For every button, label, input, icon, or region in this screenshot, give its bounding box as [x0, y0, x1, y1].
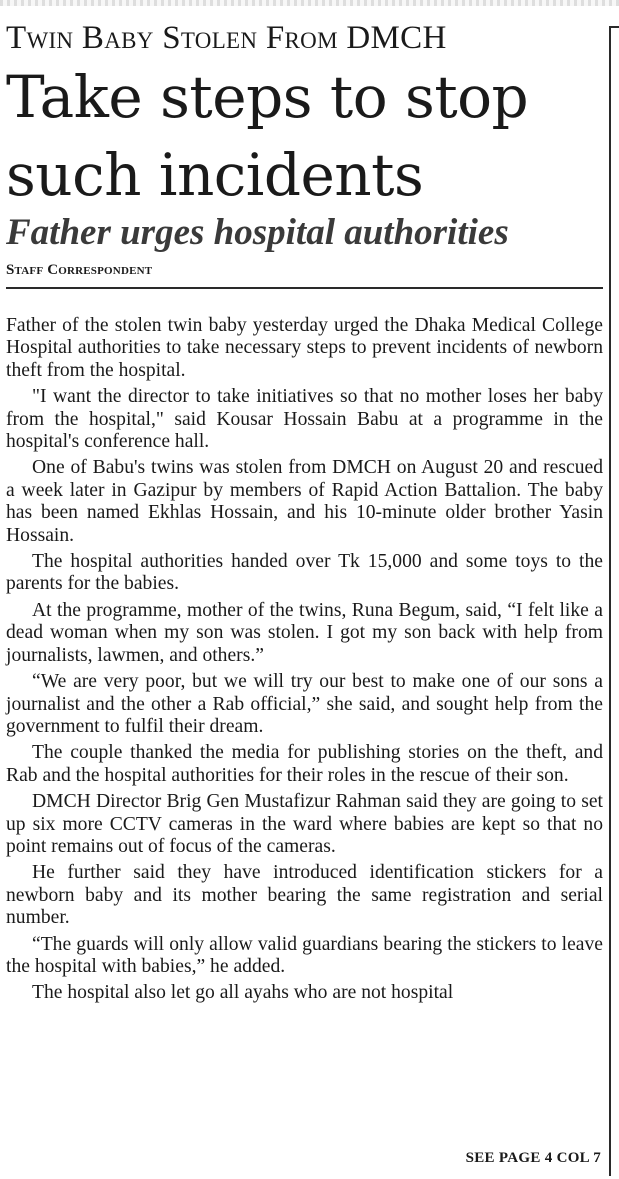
- article-paragraph: "I want the director to take initiatives so that no mother loses her baby from the hospital," said Kousar Hossain Babu at a programme in the hospital's conference hall.: [6, 386, 603, 453]
- article-subhead: Father urges hospital authorities: [6, 212, 509, 253]
- article-body: [6, 315, 603, 1005]
- continued-jump-line: SEE PAGE 4 COL 7: [465, 1150, 601, 1166]
- headline-line-1: Take steps to stop: [6, 63, 529, 131]
- article-kicker: Twin Baby Stolen From DMCH: [6, 20, 447, 56]
- column-rule-cap: [609, 26, 619, 28]
- column-rule: [609, 26, 611, 1176]
- article-paragraph: At the programme, mother of the twins, Runa Begum, said, “I felt like a dead woman when my son was stolen. I got my son back with help from journalists, lawmen, and others.”: [6, 599, 603, 666]
- byline-divider: [6, 287, 603, 289]
- article-paragraph: “The guards will only allow valid guardians bearing the stickers to leave the hospital with babies,” he added.: [6, 933, 603, 977]
- article-byline: Staff Correspondent: [6, 262, 153, 278]
- article-paragraph: The couple thanked the media for publishing stories on the theft, and Rab and the hospital authorities for their roles in the rescue of their son.: [6, 742, 603, 786]
- article-headline: [6, 58, 604, 214]
- article-paragraph: “We are very poor, but we will try our best to make one of our sons a journalist and the other a Rab official,” she said, and sought help from the government to fulfil their dream.: [6, 671, 603, 737]
- page-top-edge: [0, 0, 619, 6]
- article-paragraph: He further said they have introduced identification stickers for a newborn baby and its mother bearing the same registration and serial number.: [6, 862, 603, 929]
- news-article: [6, 18, 604, 1009]
- headline-line-2: such incidents: [6, 141, 424, 209]
- article-paragraph: One of Babu's twins was stolen from DMCH on August 20 and rescued a week later in Gazipur by members of Rapid Action Battalion. The baby has been named Ekhlas Hossain, and his 10-minute older brother Yasin Hossain.: [6, 457, 603, 546]
- article-paragraph: Father of the stolen twin baby yesterday urged the Dhaka Medical College Hospital authorities to take necessary steps to prevent incidents of newborn theft from the hospital.: [6, 315, 603, 381]
- article-paragraph: The hospital also let go all ayahs who are not hospital: [32, 982, 454, 1004]
- article-paragraph: DMCH Director Brig Gen Mustafizur Rahman said they are going to set up six more CCTV cameras in the ward where babies are kept so that no point remains out of focus of the cameras.: [6, 791, 603, 857]
- article-paragraph: The hospital authorities handed over Tk 15,000 and some toys to the parents for the babies.: [6, 551, 603, 595]
